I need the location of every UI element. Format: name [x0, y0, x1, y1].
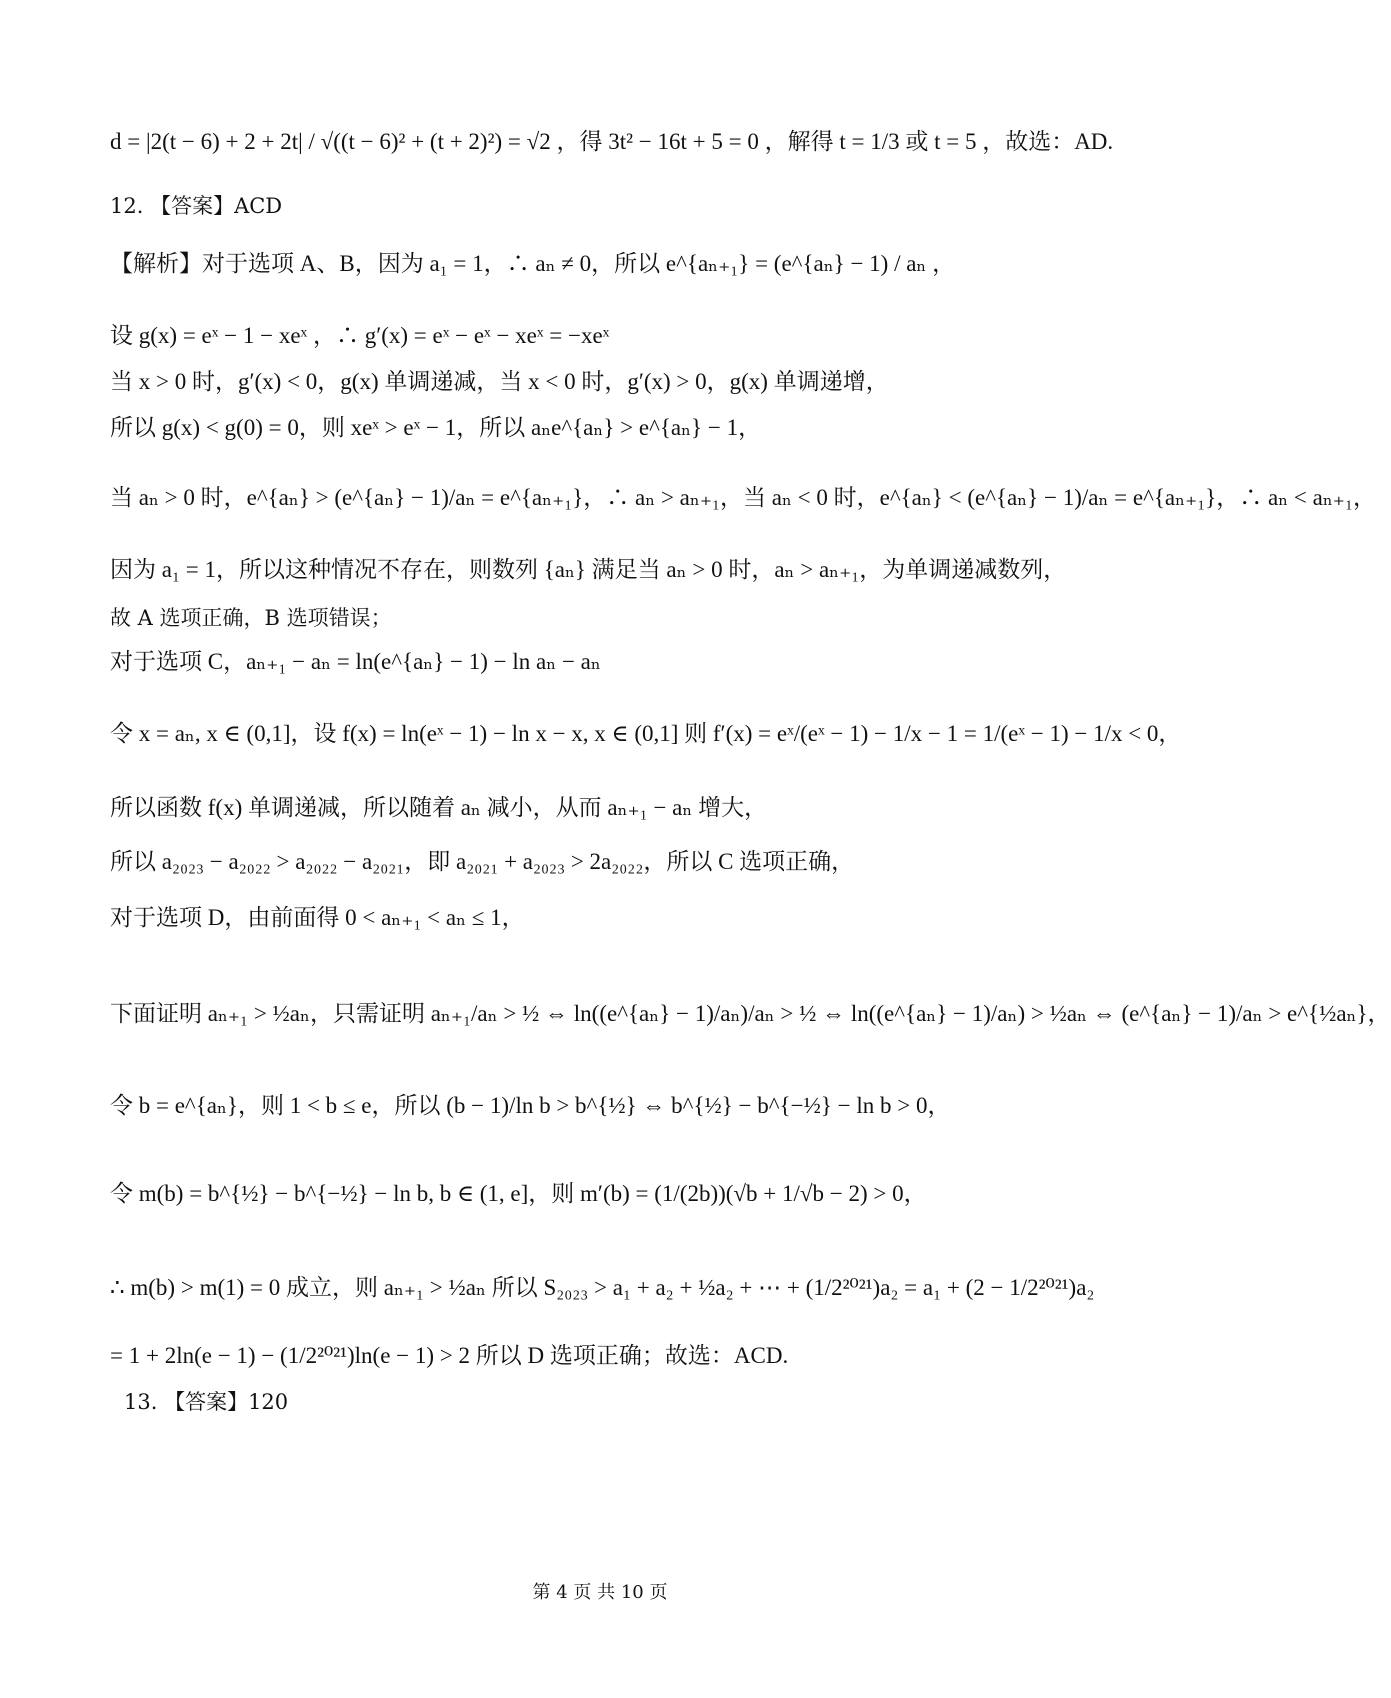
formula-line: 令 m(b) = b^{½} − b^{−½} − ln b, b ∈ (1, e]，则 m′(b) = (1/(2b))(√b + 1/√b − 2) > 0， [110, 1181, 927, 1206]
text-line: 故 A 选项正确，B 选项错误； [110, 606, 392, 630]
answer-heading-13: 13. 【答案】120 [124, 1390, 289, 1414]
formula-line: 所以 a₂₀₂₃ − a₂₀₂₂ > a₂₀₂₂ − a₂₀₂₁，即 a₂₀₂₁ + a₂₀₂₃ > 2a₂₀₂₂，所以 C 选项正确， [110, 849, 855, 874]
formula-line: 对于选项 C，aₙ₊₁ − aₙ = ln(e^{aₙ} − 1) − ln aₙ − aₙ [110, 649, 601, 674]
formula-line: 设 g(x) = eˣ − 1 − xeˣ ，∴ g′(x) = eˣ − eˣ − xeˣ = −xeˣ [110, 323, 610, 348]
formula-line: = 1 + 2ln(e − 1) − (1/2²⁰²¹)ln(e − 1) > 2 所以 D 选项正确；故选：ACD. [110, 1343, 789, 1368]
text-line: 因为 a₁ = 1，所以这种情况不存在，则数列 {aₙ} 满足当 aₙ > 0 时，aₙ > aₙ₊₁，为单调递减数列， [110, 557, 1067, 582]
formula-line: 令 x = aₙ, x ∈ (0,1]，设 f(x) = ln(eˣ − 1) − ln x − x, x ∈ (0,1] 则 f′(x) = eˣ/(eˣ − 1) − 1/x − 1 = 1/(eˣ − 1) − 1/x < 0， [110, 721, 1182, 746]
answer-heading-12: 12. 【答案】ACD [110, 194, 283, 218]
formula-line: 当 aₙ > 0 时，e^{aₙ} > (e^{aₙ} − 1)/aₙ = e^{aₙ₊₁}，∴ aₙ > aₙ₊₁，当 aₙ < 0 时，e^{aₙ} < (e^{aₙ} − 1)/aₙ = e^{aₙ₊₁}，∴ aₙ < aₙ₊₁， [110, 485, 1376, 510]
analysis-line: 【解析】对于选项 A、B，因为 a₁ = 1，∴ aₙ ≠ 0，所以 e^{aₙ₊₁} = (e^{aₙ} − 1) / aₙ ， [110, 251, 956, 276]
formula-line: 令 b = e^{aₙ}，则 1 < b ≤ e，所以 (b − 1)/ln b > b^{½} ⇔ b^{½} − b^{−½} − ln b > 0， [110, 1093, 951, 1118]
text-line: 所以函数 f(x) 单调递减，所以随着 aₙ 减小，从而 aₙ₊₁ − aₙ 增大， [110, 795, 768, 820]
page-footer: 第 4 页 共 10 页 [532, 1582, 668, 1603]
formula-line: 下面证明 aₙ₊₁ > ½aₙ，只需证明 aₙ₊₁/aₙ > ½ ⇔ ln((e^{aₙ} − 1)/aₙ)/aₙ > ½ ⇔ ln((e^{aₙ} − 1)/aₙ) > ½aₙ ⇔ (e^{aₙ} − 1)/aₙ > e^{½aₙ}， [110, 1001, 1391, 1026]
formula-line: d = |2(t − 6) + 2 + 2t| / √((t − 6)² + (t + 2)²) = √2 ，得 3t² − 16t + 5 = 0 ，解得 t = 1/3 或 t = 5 ，故选：AD. [110, 129, 1114, 154]
formula-line: ∴ m(b) > m(1) = 0 成立，则 aₙ₊₁ > ½aₙ 所以 S₂₀₂₃ > a₁ + a₂ + ½a₂ + ⋯ + (1/2²⁰²¹)a₂ = a₁ + (2 − 1/2²⁰²¹)a₂ [110, 1275, 1095, 1300]
text-line: 当 x > 0 时，g′(x) < 0，g(x) 单调递减，当 x < 0 时，g′(x) > 0，g(x) 单调递增， [110, 369, 889, 394]
text-line: 对于选项 D，由前面得 0 < aₙ₊₁ < aₙ ≤ 1， [110, 905, 525, 930]
text-line: 所以 g(x) < g(0) = 0，则 xeˣ > eˣ − 1，所以 aₙe^{aₙ} > e^{aₙ} − 1， [110, 415, 762, 440]
